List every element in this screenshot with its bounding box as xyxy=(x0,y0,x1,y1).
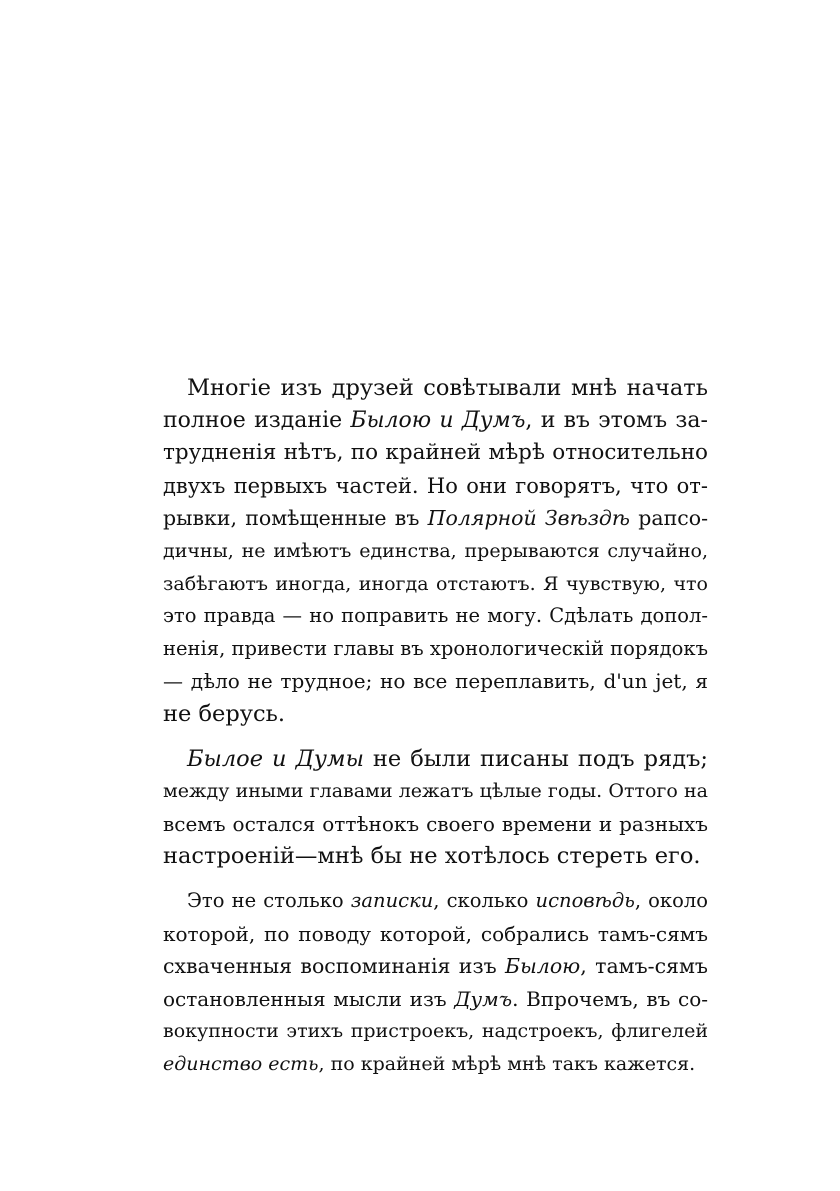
text-line: настроеній—мнѣ бы не хотѣлось стереть его. xyxy=(163,843,701,870)
text-line xyxy=(163,1048,708,1081)
text-segment: схваченныя воспоминанія изъ xyxy=(163,954,506,979)
text-line: дичны, не имѣютъ единства, прерываются случайно, xyxy=(163,539,708,562)
text-segment: Это не столько xyxy=(187,888,351,912)
italic-title: Думъ xyxy=(454,986,513,1011)
text-line: это правда — но поправить не могу. Сдѣлать допол- xyxy=(163,604,708,628)
italic-title: Былою и Думъ xyxy=(350,407,526,433)
paragraph-3 xyxy=(163,885,708,1081)
text-segment: полное изданіе xyxy=(163,407,351,433)
text-segment: , и въ этомъ за- xyxy=(525,407,708,433)
text-line: забѣгаютъ иногда, иногда отстаютъ. Я чувствую, что xyxy=(163,572,708,595)
text-line: Многіе изъ друзей совѣтывали мнѣ начать xyxy=(187,375,708,401)
text-segment: рывки, помѣщенные въ xyxy=(163,506,428,531)
text-segment: остановленныя мысли изъ xyxy=(163,986,455,1011)
italic-title: Былою xyxy=(505,954,581,979)
text-segment: , тамъ-сямъ xyxy=(580,954,708,979)
text-segment: , сколько xyxy=(433,888,536,912)
text-line: — дѣло не трудное; но все переплавить, d'un jet, я xyxy=(163,669,708,694)
paragraph-2 xyxy=(163,743,708,873)
text-line: не берусь. xyxy=(163,700,285,727)
text-line: всемъ остался оттѣнокъ своего времени и разныхъ xyxy=(163,811,708,836)
text-line: трудненія нѣтъ, по крайней мѣрѣ относительно xyxy=(163,440,708,466)
text-segment: , по крайней мѣрѣ мнѣ такъ кажется. xyxy=(318,1052,696,1075)
body-text xyxy=(163,372,708,1092)
text-line xyxy=(163,405,708,438)
text-line xyxy=(163,950,708,983)
italic-title: Былое и Думы xyxy=(187,745,364,772)
text-line: которой, по поводу которой, собрались тамъ-сямъ xyxy=(163,921,708,946)
text-line: вокупности этихъ пристроекъ, надстроекъ, флигелей xyxy=(163,1020,708,1043)
text-line: двухъ первыхъ частей. Но они говорятъ, что от- xyxy=(163,473,708,498)
paragraph-1 xyxy=(163,372,708,731)
text-line: ненія, привести главы въ хронологическій порядокъ xyxy=(163,636,709,660)
text-line xyxy=(163,502,708,535)
text-line: между иными главами лежатъ цѣлые годы. Оттого на xyxy=(163,780,708,803)
text-segment: рапсо- xyxy=(629,506,708,531)
text-segment: . Впрочемъ, въ со- xyxy=(512,986,709,1011)
text-line xyxy=(163,743,708,776)
italic-word: исповѣдь xyxy=(535,888,635,912)
text-line xyxy=(163,983,708,1016)
text-line xyxy=(163,885,708,918)
text-segment: не были писаны подъ рядъ; xyxy=(363,745,708,772)
italic-title: Полярной Звѣздѣ xyxy=(427,506,630,531)
italic-word: единство есть xyxy=(163,1052,319,1075)
italic-word: записки xyxy=(350,888,434,912)
text-segment: , около xyxy=(634,888,708,912)
